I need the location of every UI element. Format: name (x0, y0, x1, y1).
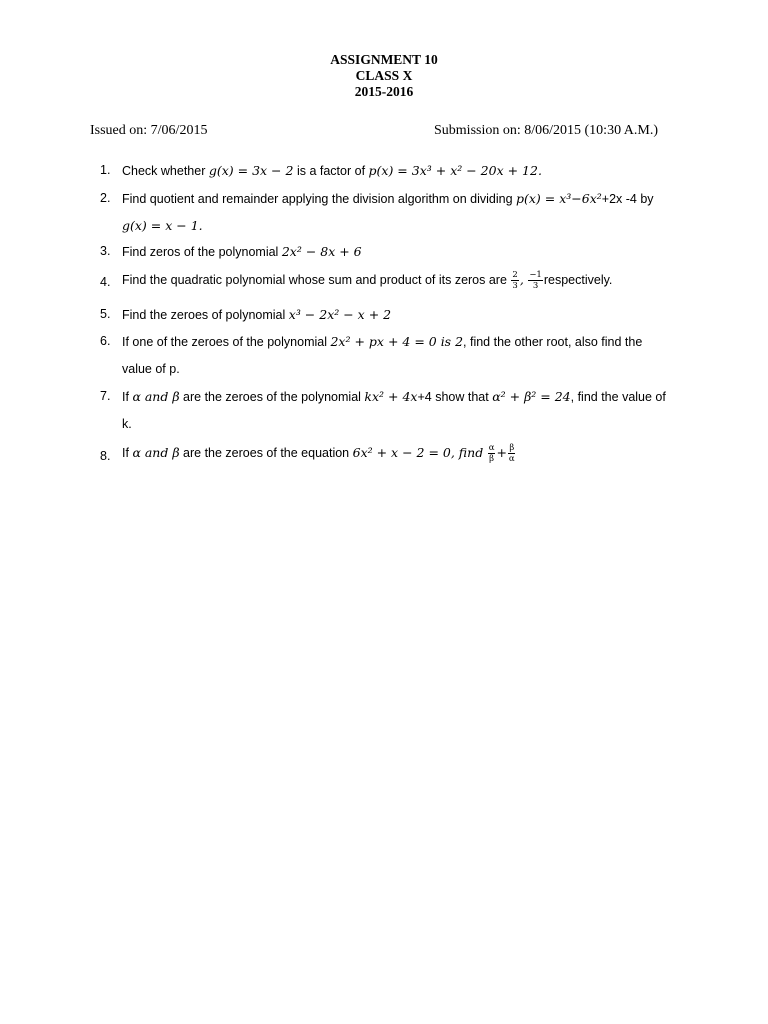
fraction-denominator: 3 (512, 281, 518, 291)
question-4-separator: , (519, 271, 524, 287)
question-4-fraction-product (528, 270, 543, 291)
question-1-text-2: is a factor of (296, 164, 366, 178)
question-5-text: Find the zeroes of polynomial (122, 308, 286, 322)
question-7-math-sum-squares: α² + β² = 24 (492, 389, 571, 404)
question-7-text-2: are the zeroes of the polynomial (183, 390, 361, 404)
question-8-text-2: are the zeroes of the equation (183, 445, 350, 460)
fraction-numerator: α (488, 443, 495, 453)
question-7-text: If (122, 390, 129, 404)
question-2-math-p: p(x) = x³−6x² (516, 191, 602, 206)
question-4-number: 4. (100, 275, 111, 289)
question-4 (122, 270, 722, 291)
question-3-text: Find zeros of the polynomial (122, 245, 279, 259)
fraction-numerator: −1 (529, 270, 542, 280)
question-6-math: 2x² + px + 4 = 0 is 2 (330, 334, 464, 349)
issued-date: Issued on: 7/06/2015 (90, 123, 208, 138)
question-7-math-alpha-beta: α and β (132, 389, 180, 404)
question-6-number: 6. (100, 334, 111, 348)
question-8 (122, 443, 722, 464)
question-2-number: 2. (100, 191, 111, 205)
question-2 (122, 191, 722, 206)
fraction-numerator: 2 (512, 270, 518, 280)
question-7-continued (122, 417, 722, 431)
question-7 (122, 389, 722, 404)
question-1-math-p: p(x) = 3x³ + x² − 20x + 12. (368, 163, 542, 178)
question-1-number: 1. (100, 163, 111, 177)
question-5-math: x³ − 2x² − x + 2 (288, 307, 392, 322)
fraction-denominator: 3 (532, 281, 539, 291)
assignment-header (0, 52, 768, 100)
class-label: CLASS X (355, 68, 413, 83)
question-7-text-3: +4 show that (417, 390, 489, 404)
assignment-title: ASSIGNMENT 10 (330, 52, 438, 67)
fraction-denominator: β (489, 454, 495, 464)
fraction-denominator: α (508, 454, 515, 464)
question-5-number: 5. (100, 307, 111, 321)
question-8-number: 8. (100, 449, 111, 463)
fraction-numerator: β (509, 443, 515, 453)
session-label: 2015-2016 (354, 84, 414, 99)
question-6 (122, 334, 722, 349)
question-7-text-5: k. (122, 417, 132, 431)
question-6-text-2: , find the other root, also find the (463, 335, 643, 349)
question-7-number: 7. (100, 389, 111, 403)
question-8-fraction-alpha-over-beta (488, 443, 496, 464)
question-5 (122, 307, 722, 322)
question-4-text: Find the quadratic polynomial whose sum and product of its zeros are (122, 272, 507, 287)
question-8-fraction-beta-over-alpha (508, 443, 516, 464)
question-2-math-g: g(x) = x − 1. (122, 218, 203, 233)
question-8-math-equation: 6x² + x − 2 = 0, find (352, 444, 484, 460)
question-7-math-poly: kx² + 4x (364, 389, 418, 404)
submission-date: Submission on: 8/06/2015 (10:30 A.M.) (434, 123, 659, 138)
question-6-text-3: value of p. (122, 362, 180, 376)
question-4-text-2: respectively. (543, 272, 613, 287)
question-8-plus: + (496, 444, 507, 460)
question-8-math-alpha-beta: α and β (132, 444, 180, 460)
question-1-math-g: g(x) = 3x − 2 (208, 163, 294, 178)
question-2-text: Find quotient and remainder applying the division algorithm on dividing (122, 192, 513, 206)
question-4-fraction-sum (511, 270, 518, 291)
question-1-text: Check whether (122, 164, 206, 178)
question-6-text: If one of the zeroes of the polynomial (122, 335, 327, 349)
question-8-text: If (122, 445, 129, 460)
question-3 (122, 244, 722, 259)
question-7-text-4: , find the value of (570, 390, 666, 404)
question-1 (122, 163, 722, 178)
question-3-number: 3. (100, 244, 111, 258)
question-3-math: 2x² − 8x + 6 (281, 244, 362, 259)
question-2-text-2: +2x -4 by (601, 192, 654, 206)
question-6-continued (122, 362, 722, 376)
question-2-continued (122, 218, 722, 233)
